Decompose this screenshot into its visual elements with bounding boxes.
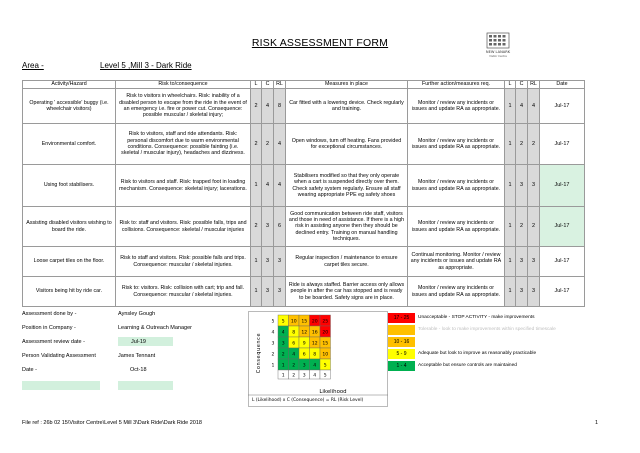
cell-measures: Ride is always staffed. Barrier access only allows people in after the car has stopped and is ready to be boarded. Safety signs are in place. [286,277,408,307]
cell-further: Monitor / review any incidents or issues and update RA as appropriate. [408,89,505,124]
legend-score: 10 - 16 [388,337,415,347]
done-by-label: Assessment done by - [22,311,77,317]
logo-name: NEW LANARK [485,50,511,54]
new-lanark-logo [483,30,513,60]
legend-description: Unacceptable - STOP ACTIVITY - make improvements [418,315,535,320]
risk-matrix-svg [248,311,388,407]
cell-l: 2 [251,207,262,247]
area-value: Level 5 ,Mill 3 - Dark Ride [100,61,192,70]
cell-c2: 3 [516,247,528,277]
cell-activity: Environmental comfort. [23,124,116,165]
cell-measures: Car fitted with a lowering device. Check regularly and training. [286,89,408,124]
cell-rl: 6 [274,207,286,247]
matrix-cell-value: 1 [281,363,285,369]
cell-rl: 4 [274,124,286,165]
cell-activity: Operating ' accessible' buggy (i.e. wheelchair visitors) [23,89,116,124]
cell-risk: Risk to visitors and staff. Risk: trapped foot in loading mechanism. Consequence: skeletal injury; lacerations. [116,165,251,207]
review-date-label: Assessment review date - [22,339,85,345]
header-l: L [251,81,262,89]
matrix-cell-value: 9 [302,341,306,347]
cell-risk: Risk to visitors, staff and ride attendants. Risk: personal discomfort due to warm environmental conditions. Consequence: possible fainting (i.e. skeletal / muscular injury), headaches and dizziness. [116,124,251,165]
matrix-cell-value: 8 [313,352,317,358]
cell-date: Jul-17 [540,89,585,124]
cell-l2: 1 [505,207,516,247]
cell-l2: 1 [505,165,516,207]
cell-c2: 2 [516,207,528,247]
date-value: Oct-18 [130,367,147,373]
header-rl2: RL [528,81,540,89]
matrix-cell-value: 25 [322,319,329,325]
table-header-row [23,81,585,89]
cell-c2: 4 [516,89,528,124]
cell-rl: 4 [274,165,286,207]
cell-risk: Risk to: staff and visitors. Risk: possible falls, trips and collisions. Consequence: skeletal / muscular injuries [116,207,251,247]
cell-c: 4 [262,165,274,207]
matrix-cell-value: 15 [301,319,308,325]
cell-rl: 3 [274,277,286,307]
matrix-cell-value: 6 [292,341,296,347]
cell-c: 3 [262,277,274,307]
matrix-cell-value: 4 [281,330,285,336]
cell-further: Continual monitoring. Monitor / review any incidents or issues and update RA as appropriate. [408,247,505,277]
cell-risk: Risk to: visitors. Risk: collision with cart; trip and fall. Consequence: muscular / skeletal injuries. [116,277,251,307]
area-label: Area - [22,61,44,70]
cell-c: 4 [262,89,274,124]
cell-rl2: 3 [528,277,540,307]
table-row [23,277,585,307]
table-row [23,207,585,247]
cell-measures: Open windows, turn off heating. Fans provided for exceptional circumstances. [286,124,408,165]
likelihood-value: 3 [302,373,306,379]
matrix-cell-value: 12 [311,341,318,347]
matrix-cell-value: 4 [313,363,317,369]
validating-label: Person Validating Assessment [22,353,96,359]
date-label: Date - [22,367,37,373]
legend-description: Tolerable - look to make improvements within specified timescale [418,327,556,332]
blank-field-box-1 [22,381,100,390]
consequence-value: 4 [271,330,275,336]
cell-measures: Good communication between ride staff, visitors and those in need of assistance. If there is a high risk in assisting anyone then they should be declined entry. Training on manual handling techniques. [286,207,408,247]
cell-rl2: 3 [528,247,540,277]
legend-score: 5 - 9 [388,349,415,359]
matrix-cell-value: 10 [322,352,329,358]
cell-risk: Risk to staff and visitors. Risk: possible falls and trips. Consequence: muscular / skeletal injuries. [116,247,251,277]
form-title: RISK ASSESSMENT FORM [251,37,389,49]
cell-further: Monitor / review any incidents or issues and update RA as appropriate. [408,165,505,207]
cell-l2: 1 [505,277,516,307]
header-date: Date [540,81,585,89]
table-row [23,124,585,165]
table-row [23,89,585,124]
table-row [23,165,585,207]
matrix-cell-value: 15 [322,341,329,347]
matrix-cell-value: 2 [281,352,285,358]
header-l2: L [505,81,516,89]
matrix-cell-value: 20 [311,319,318,325]
matrix-cell-value: 5 [323,363,327,369]
cell-measures: Regular inspection / maintenance to ensure carpet tiles secure. [286,247,408,277]
logo-sub: Visitor Centre [489,55,507,58]
review-date-value: Jul-19 [131,339,146,345]
cell-activity: Loose carpet tiles on the floor. [23,247,116,277]
matrix-formula: L (Likelihood) x C (Consequence) = RL (Risk Level) [252,398,364,403]
cell-l: 2 [251,124,262,165]
cell-risk: Risk to visitors in wheelchairs. Risk: inability of a disabled person to escape from the ride in the event of an emergency i.e. fire or power cut. Consequence: possible muscular / skeletal injury; [116,89,251,124]
cell-rl: 8 [274,89,286,124]
header-risk: Risk to/consequence [116,81,251,89]
cell-date: Jul-17 [540,207,585,247]
matrix-cell-value: 10 [290,319,297,325]
cell-further: Monitor / review any incidents or issues and update RA as appropriate. [408,207,505,247]
header-measures: Measures in place [286,81,408,89]
header-c: C [262,81,274,89]
likelihood-value: 5 [323,373,327,379]
matrix-cell-value: 2 [292,363,296,369]
cell-measures: Stabilisers modified so that they only operate when a cart is suspended directly over them. Check safety system regularly. Ensure all staff wearing appropriate PPE eg safety shoes [286,165,408,207]
consequence-value: 3 [271,341,275,347]
cell-l: 1 [251,247,262,277]
likelihood-value: 2 [292,373,296,379]
matrix-cell-value: 6 [302,352,306,358]
cell-activity: Assisting disabled visitors wishing to board the ride. [23,207,116,247]
matrix-cell-value: 3 [302,363,306,369]
cell-activity: Visitors being hit by ride car. [23,277,116,307]
consequence-axis-label: Consequence [256,332,262,374]
cell-c: 3 [262,247,274,277]
matrix-cell-value: 5 [281,319,285,325]
position-value: Learning & Outreach Manager [118,325,192,331]
cell-rl2: 3 [528,165,540,207]
cell-rl: 3 [274,247,286,277]
cell-l2: 1 [505,247,516,277]
likelihood-value: 4 [313,373,317,379]
cell-l: 2 [251,89,262,124]
consequence-value: 5 [271,319,275,325]
header-rl: RL [274,81,286,89]
cell-l: 1 [251,165,262,207]
cell-date: Jul-17 [540,277,585,307]
matrix-cell-value: 3 [281,341,285,347]
matrix-cell-value: 8 [292,330,296,336]
header-further: Further action/measures req. [408,81,505,89]
cell-rl2: 2 [528,124,540,165]
validating-value: James Tennant [118,353,156,359]
legend-score: 1 - 4 [388,361,415,371]
table-row [23,247,585,277]
header-activity: Activity/Hazard [23,81,116,89]
legend-description: Acceptable but ensure controls are maintained [418,363,517,368]
cell-date: Jul-17 [540,247,585,277]
done-by-value: Aynsley Gough [118,311,156,317]
cell-c: 3 [262,207,274,247]
cell-c2: 3 [516,277,528,307]
matrix-cell-value: 12 [301,330,308,336]
cell-rl2: 2 [528,207,540,247]
cell-l2: 1 [505,124,516,165]
cell-l2: 1 [505,89,516,124]
blank-field-box-2 [118,381,173,390]
cell-date: Jul-17 [540,124,585,165]
cell-l: 1 [251,277,262,307]
cell-activity: Using foot stabilisers. [23,165,116,207]
cell-date: Jul-17 [540,165,585,207]
likelihood-axis-label: Likelihood [319,389,347,395]
cell-further: Monitor / review any incidents or issues and update RA as appropriate. [408,124,505,165]
risk-matrix [248,311,388,407]
position-label: Position in Company - [22,325,76,331]
cell-c2: 2 [516,124,528,165]
page-number: 1 [595,420,599,426]
file-reference: File ref : 26b 02 15\Visitor Centre\Level 5 Mill 3\Dark Ride\Dark Ride 2018 [22,420,202,426]
legend-score [388,325,415,335]
header-c2: C [516,81,528,89]
matrix-cell-value: 4 [292,352,296,358]
consequence-value: 2 [271,352,275,358]
likelihood-value: 1 [281,373,285,379]
consequence-value: 1 [271,363,275,369]
cell-rl2: 4 [528,89,540,124]
risk-assessment-table [22,80,585,307]
matrix-cell-value: 20 [322,330,329,336]
legend-score: 17 - 25 [388,313,415,323]
matrix-cell-value: 16 [311,330,318,336]
legend-description: Adequate but look to improve as reasonably practicable [418,351,537,356]
cell-further: Monitor / review any incidents or issues and update RA as appropriate. [408,277,505,307]
cell-c: 2 [262,124,274,165]
cell-c2: 3 [516,165,528,207]
